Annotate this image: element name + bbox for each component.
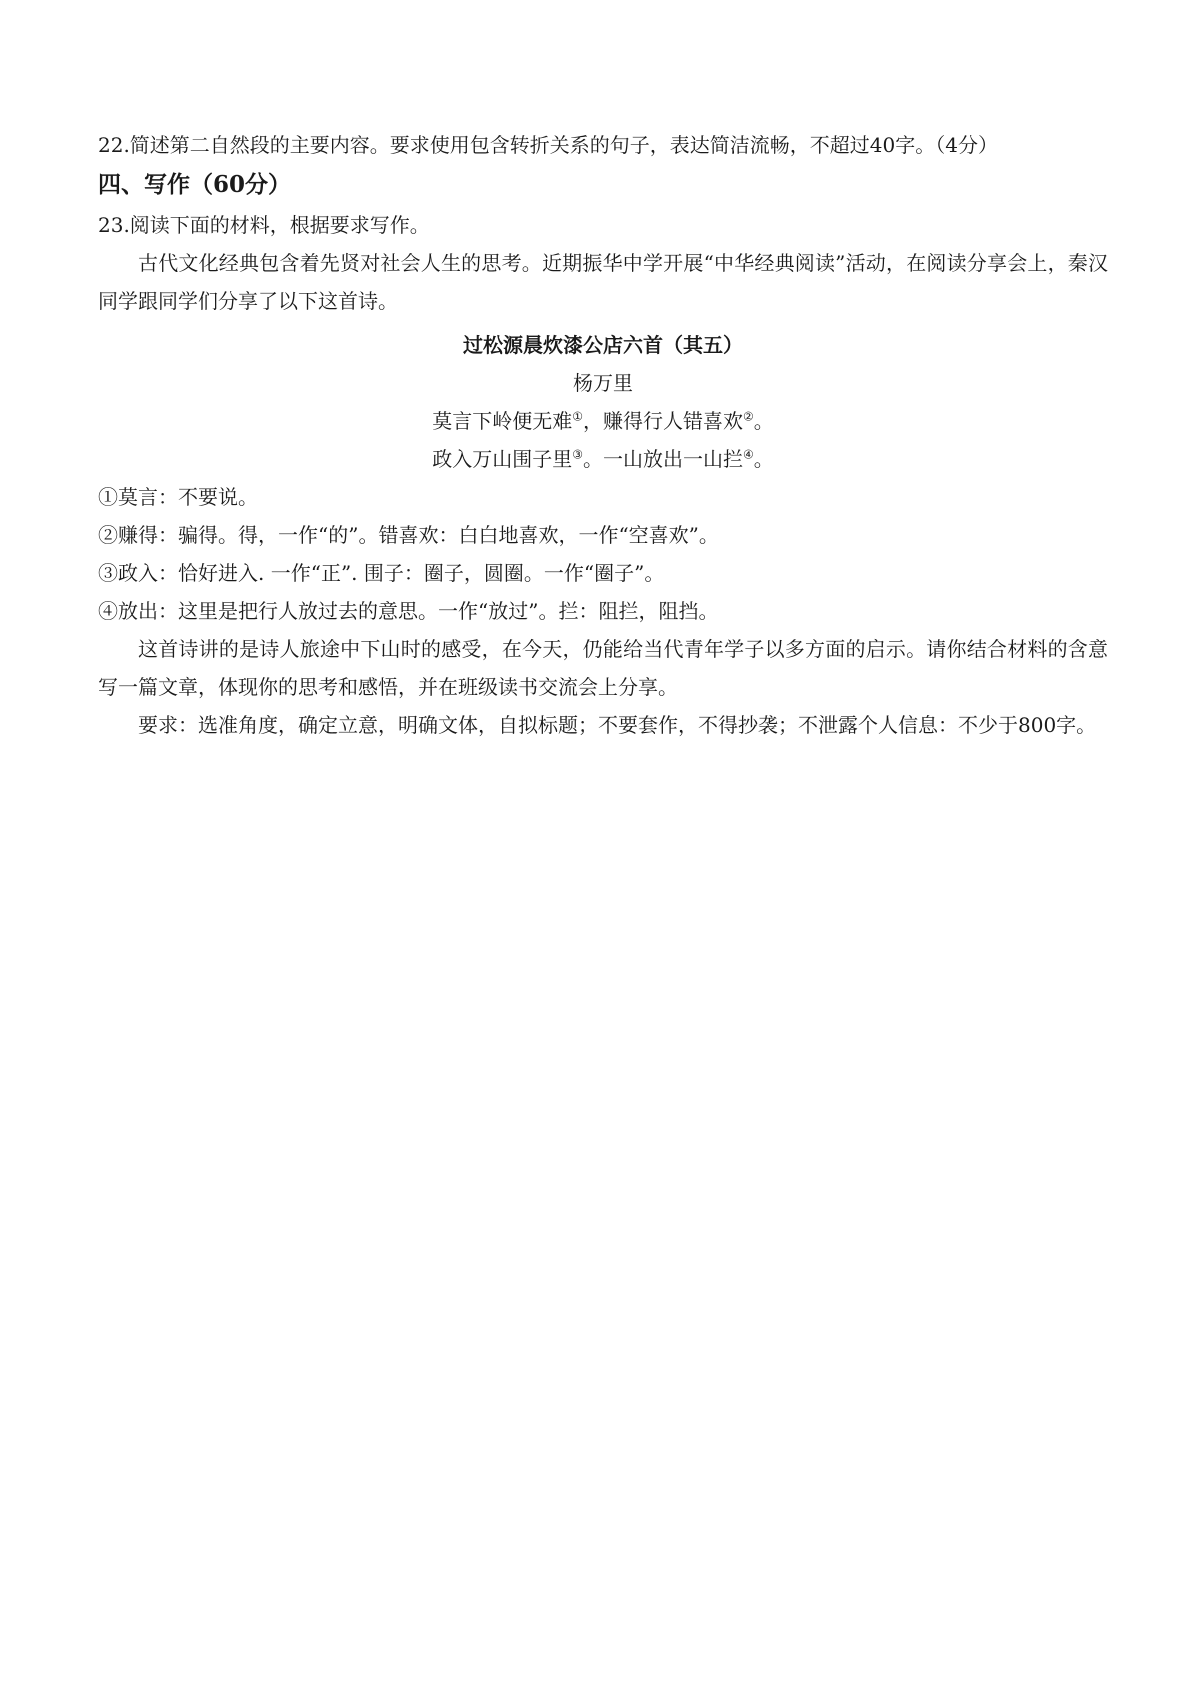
poem-line-2-end: 。 [753,447,774,471]
section-heading-writing: 四、写作（60分） [98,171,292,198]
annotation-4: ④放出：这里是把行人放过去的意思。一作“放过”。拦：阻拦，阻挡。 [98,599,719,623]
poem-line-2 [98,440,1108,478]
poem-line-1-end: 。 [753,409,774,433]
writing-requirements: 要求：选准角度，确定立意，明确文体，自拟标题；不要套作，不得抄袭；不泄露个人信息：不少于800字。 [138,713,1097,737]
poem-author: 杨万里 [573,371,633,395]
poem-line-1-part-b: ，赚得行人错喜欢 [583,409,743,433]
question-22: 22.简述第二自然段的主要内容。要求使用包含转折关系的句子，表达简洁流畅，不超过40字。（4分） [98,133,998,157]
footnote-marker-3: ③ [572,447,583,462]
material-intro: 古代文化经典包含着先贤对社会人生的思考。近期振华中学开展“中华经典阅读”活动，在阅读分享会上，秦汉同学跟同学们分享了以下这首诗。 [98,251,1108,313]
footnote-marker-2: ② [743,409,754,424]
poem-line-1-part-a: 莫言下岭便无难 [432,409,573,433]
writing-task: 这首诗讲的是诗人旅途中下山时的感受，在今天，仍能给当代青年学子以多方面的启示。请你结合材料的含意写一篇文章，体现你的思考和感悟，并在班级读书交流会上分享。 [98,637,1108,699]
annotation-1: ①莫言：不要说。 [98,485,258,509]
footnote-marker-1: ① [572,409,583,424]
exam-page [98,126,1108,744]
poem-line-1 [98,402,1108,440]
annotation-3: ③政入：恰好进入. 一作“正”. 围子：圈子，圆圈。一作“圈子”。 [98,561,665,585]
poem-line-2-part-b: 。一山放出一山拦 [583,447,743,471]
question-23-prompt: 23.阅读下面的材料，根据要求写作。 [98,213,430,237]
footnote-marker-4: ④ [743,447,754,462]
poem-line-2-part-a: 政入万山围子里 [432,447,573,471]
poem-title: 过松源晨炊漆公店六首（其五） [463,333,743,357]
annotation-2: ②赚得：骗得。得，一作“的”。错喜欢：白白地喜欢，一作“空喜欢”。 [98,523,719,547]
